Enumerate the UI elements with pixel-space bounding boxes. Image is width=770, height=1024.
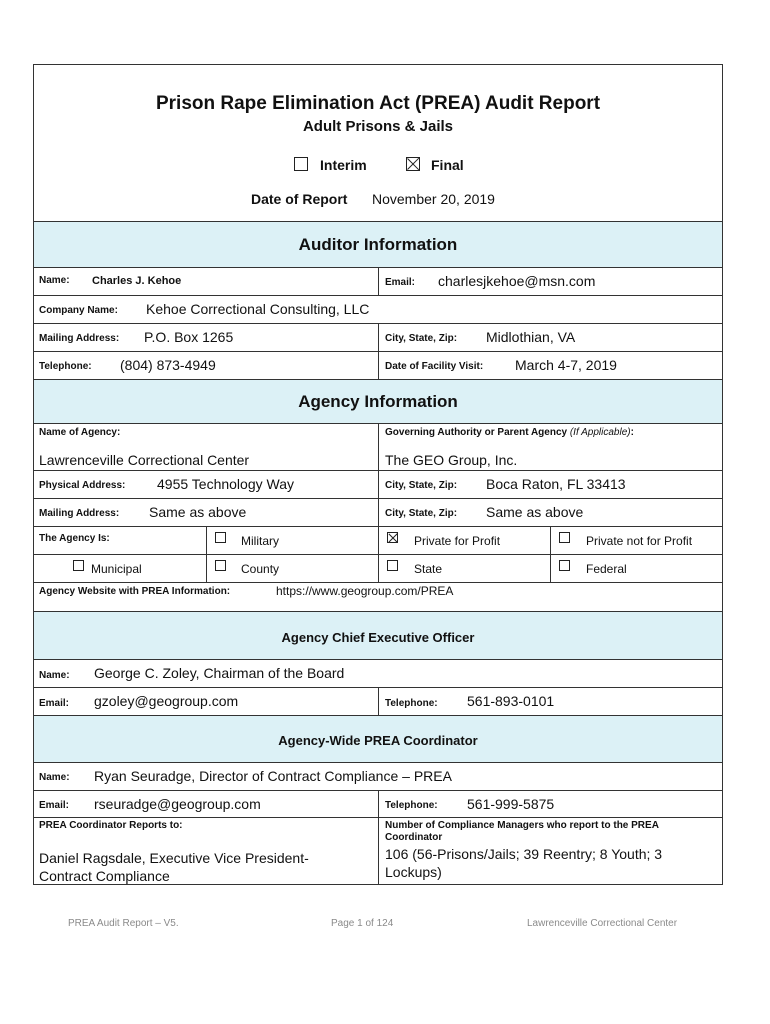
coordinator-telephone-value: 561-999-5875 bbox=[467, 796, 555, 812]
facility-visit-value: March 4-7, 2019 bbox=[515, 357, 617, 373]
agency-name-label: Name of Agency: bbox=[39, 427, 121, 438]
auditor-name-value: Charles J. Kehoe bbox=[92, 275, 182, 287]
federal-checkbox[interactable] bbox=[559, 560, 570, 571]
county-label: County bbox=[241, 562, 280, 576]
auditor-email-value: charlesjkehoe@msn.com bbox=[438, 273, 596, 289]
footer-right: Lawrenceville Correctional Center bbox=[527, 918, 678, 929]
governing-authority-note: (If Applicable) bbox=[569, 427, 631, 438]
reports-to-value-line1: Daniel Ragsdale, Executive Vice President- bbox=[39, 850, 309, 866]
coordinator-email-value: rseuradge@geogroup.com bbox=[94, 796, 261, 812]
agency-city2-label: City, State, Zip: bbox=[385, 508, 458, 519]
governing-authority-colon: : bbox=[630, 427, 634, 438]
compliance-managers-label-line2: Coordinator bbox=[385, 832, 443, 843]
agency-city-value: Boca Raton, FL 33413 bbox=[486, 476, 626, 492]
coordinator-email-label: Email: bbox=[39, 800, 70, 811]
auditor-mailing-value: P.O. Box 1265 bbox=[144, 329, 234, 345]
final-checkbox[interactable] bbox=[406, 157, 420, 171]
agency-name-value: Lawrenceville Correctional Center bbox=[39, 452, 250, 468]
federal-label: Federal bbox=[586, 562, 627, 576]
compliance-managers-label-line1: Number of Compliance Managers who report to the PREA bbox=[385, 820, 659, 831]
auditor-email-label: Email: bbox=[385, 277, 416, 288]
date-of-report-label: Date of Report bbox=[251, 191, 348, 207]
ceo-email-label: Email: bbox=[39, 698, 70, 709]
website-label: Agency Website with PREA Information: bbox=[39, 586, 231, 597]
coordinator-name-label: Name: bbox=[39, 772, 70, 783]
compliance-managers-value-line1: 106 (56-Prisons/Jails; 39 Reentry; 8 Youth; 3 bbox=[385, 846, 663, 862]
state-label: State bbox=[414, 562, 443, 576]
auditor-telephone-label: Telephone: bbox=[39, 361, 92, 372]
governing-authority-value: The GEO Group, Inc. bbox=[385, 452, 518, 468]
military-checkbox[interactable] bbox=[215, 532, 226, 543]
final-label: Final bbox=[431, 157, 464, 173]
ceo-name-value: George C. Zoley, Chairman of the Board bbox=[94, 665, 345, 681]
coordinator-heading: Agency-Wide PREA Coordinator bbox=[278, 733, 478, 748]
state-checkbox[interactable] bbox=[387, 560, 398, 571]
audit-report-form bbox=[33, 64, 723, 885]
report-subtitle: Adult Prisons & Jails bbox=[302, 118, 454, 135]
company-name-value: Kehoe Correctional Consulting, LLC bbox=[146, 301, 370, 317]
agency-city-label: City, State, Zip: bbox=[385, 480, 458, 491]
municipal-label: Municipal bbox=[91, 562, 142, 576]
ceo-heading: Agency Chief Executive Officer bbox=[281, 630, 475, 645]
private-for-profit-label: Private for Profit bbox=[414, 534, 501, 548]
website-value[interactable]: https://www.geogroup.com/PREA bbox=[276, 584, 454, 598]
reports-to-value-line2: Contract Compliance bbox=[39, 868, 170, 884]
private-for-profit-checkbox[interactable] bbox=[387, 532, 398, 543]
municipal-checkbox[interactable] bbox=[73, 560, 84, 571]
ceo-telephone-label: Telephone: bbox=[385, 698, 438, 709]
ceo-name-label: Name: bbox=[39, 670, 70, 681]
reports-to-label: PREA Coordinator Reports to: bbox=[39, 820, 183, 831]
auditor-city-label: City, State, Zip: bbox=[385, 333, 458, 344]
physical-address-label: Physical Address: bbox=[39, 480, 126, 491]
compliance-managers-value-line2: Lockups) bbox=[385, 864, 442, 880]
governing-authority-text: Governing Authority or Parent Agency bbox=[385, 427, 568, 438]
governing-authority-label bbox=[385, 427, 634, 438]
auditor-mailing-label: Mailing Address: bbox=[39, 333, 120, 344]
agency-mailing-label: Mailing Address: bbox=[39, 508, 120, 519]
coordinator-telephone-label: Telephone: bbox=[385, 800, 438, 811]
auditor-city-value: Midlothian, VA bbox=[486, 329, 576, 345]
company-name-label: Company Name: bbox=[39, 305, 118, 316]
agency-is-label: The Agency Is: bbox=[39, 533, 110, 544]
interim-label: Interim bbox=[320, 157, 367, 173]
agency-mailing-value: Same as above bbox=[149, 504, 247, 520]
physical-address-value: 4955 Technology Way bbox=[157, 476, 294, 492]
ceo-telephone-value: 561-893-0101 bbox=[467, 693, 555, 709]
auditor-name-label: Name: bbox=[39, 275, 70, 286]
agency-heading: Agency Information bbox=[298, 392, 458, 411]
footer-left: PREA Audit Report – V5. bbox=[68, 918, 179, 929]
agency-city2-value: Same as above bbox=[486, 504, 584, 520]
private-not-for-profit-label: Private not for Profit bbox=[586, 534, 693, 548]
private-not-for-profit-checkbox[interactable] bbox=[559, 532, 570, 543]
county-checkbox[interactable] bbox=[215, 560, 226, 571]
interim-checkbox[interactable] bbox=[294, 157, 308, 171]
date-of-report-value: November 20, 2019 bbox=[372, 191, 495, 207]
auditor-telephone-value: (804) 873-4949 bbox=[120, 357, 216, 373]
military-label: Military bbox=[241, 534, 279, 548]
coordinator-name-value: Ryan Seuradge, Director of Contract Compliance – PREA bbox=[94, 768, 452, 784]
facility-visit-label: Date of Facility Visit: bbox=[385, 361, 484, 372]
ceo-email-value: gzoley@geogroup.com bbox=[94, 693, 239, 709]
report-title: Prison Rape Elimination Act (PREA) Audit Report bbox=[155, 93, 601, 114]
auditor-heading: Auditor Information bbox=[298, 235, 458, 254]
footer-page-number: Page 1 of 124 bbox=[331, 918, 394, 929]
